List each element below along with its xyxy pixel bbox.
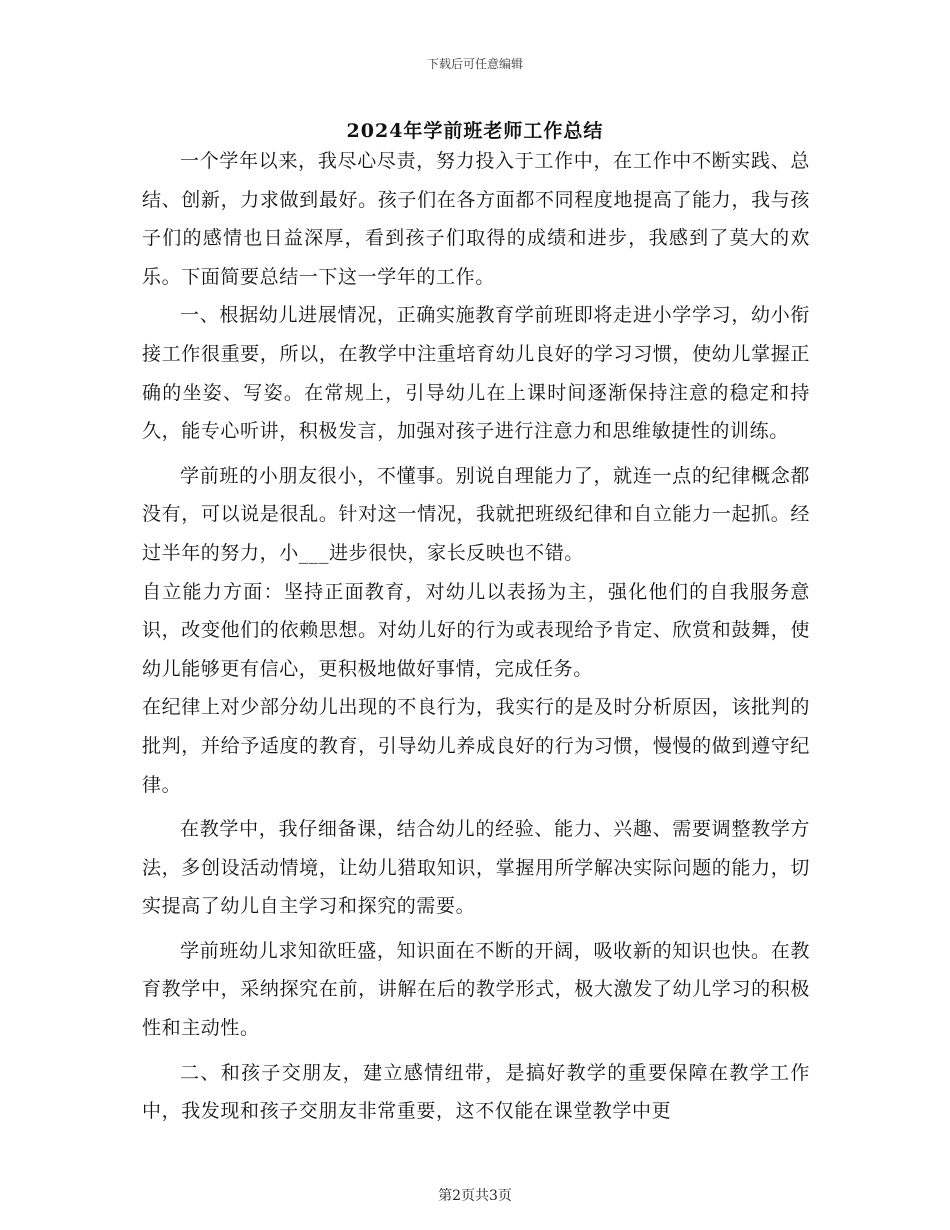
page-number: 第2页共3页: [438, 1188, 512, 1204]
paragraph-teaching: 在教学中，我仔细备课，结合幼儿的经验、能力、兴趣、需要调整教学方法，多创设活动情境，让幼儿猎取知识，掌握用所学解决实际问题的能力，切实提高了幼儿自主学习和探究的需要。: [142, 818, 810, 918]
paragraph-section-one: 一、根据幼儿进展情况，正确实施教育学前班即将走进小学学习，幼小衔接工作很重要，所以，在教学中注重培育幼儿良好的学习习惯，使幼儿掌握正确的坐姿、写姿。在常规上，引导幼儿在上课时间逐渐保持注意的稳定和持久，能专心听讲，积极发言，加强对孩子进行注意力和思维敏捷性的训练。: [142, 304, 810, 443]
paragraph-self-reliance: 自立能力方面：坚持正面教育，对幼儿以表扬为主，强化他们的自我服务意识，改变他们的依赖思想。对幼儿好的行为或表现给予肯定、欣赏和鼓舞，使幼儿能够更有信心，更积极地做好事情，完成任务。: [142, 580, 810, 680]
paragraph-behavior: 在纪律上对少部分幼儿出现的不良行为，我实行的是及时分析原因，该批判的批判，并给予适度的教育，引导幼儿养成良好的行为习惯，慢慢的做到遵守纪律。: [142, 696, 810, 796]
paragraph-curiosity: 学前班幼儿求知欲旺盛，知识面在不断的开阔，吸收新的知识也快。在教育教学中，采纳探究在前，讲解在后的教学形式，极大激发了幼儿学习的积极性和主动性。: [142, 939, 810, 1040]
document-title: 2024年学前班老师工作总结: [346, 120, 604, 142]
paragraph-intro: 一个学年以来，我尽心尽责，努力投入于工作中，在工作中不断实践、总结、创新，力求做到最好。孩子们在各方面都不同程度地提高了能力，我与孩子们的感情也日益深厚，看到孩子们取得的成绩和进步，我感到了莫大的欢乐。下面简要总结一下这一学年的工作。: [142, 150, 810, 288]
paragraph-section-two: 二、和孩子交朋友，建立感情纽带，是搞好教学的重要保障在教学工作中，我发现和孩子交朋友非常重要，这不仅能在课堂教学中更: [142, 1061, 810, 1123]
paragraph-discipline: 学前班的小朋友很小，不懂事。别说自理能力了，就连一点的纪律概念都没有，可以说是很乱。针对这一情况，我就把班级纪律和自立能力一起抓。经过半年的努力，小___进步很快，家长反映也不错。: [142, 464, 810, 564]
page-header-note: 下载后可任意编辑: [426, 57, 523, 71]
document-body: [142, 142, 810, 1131]
